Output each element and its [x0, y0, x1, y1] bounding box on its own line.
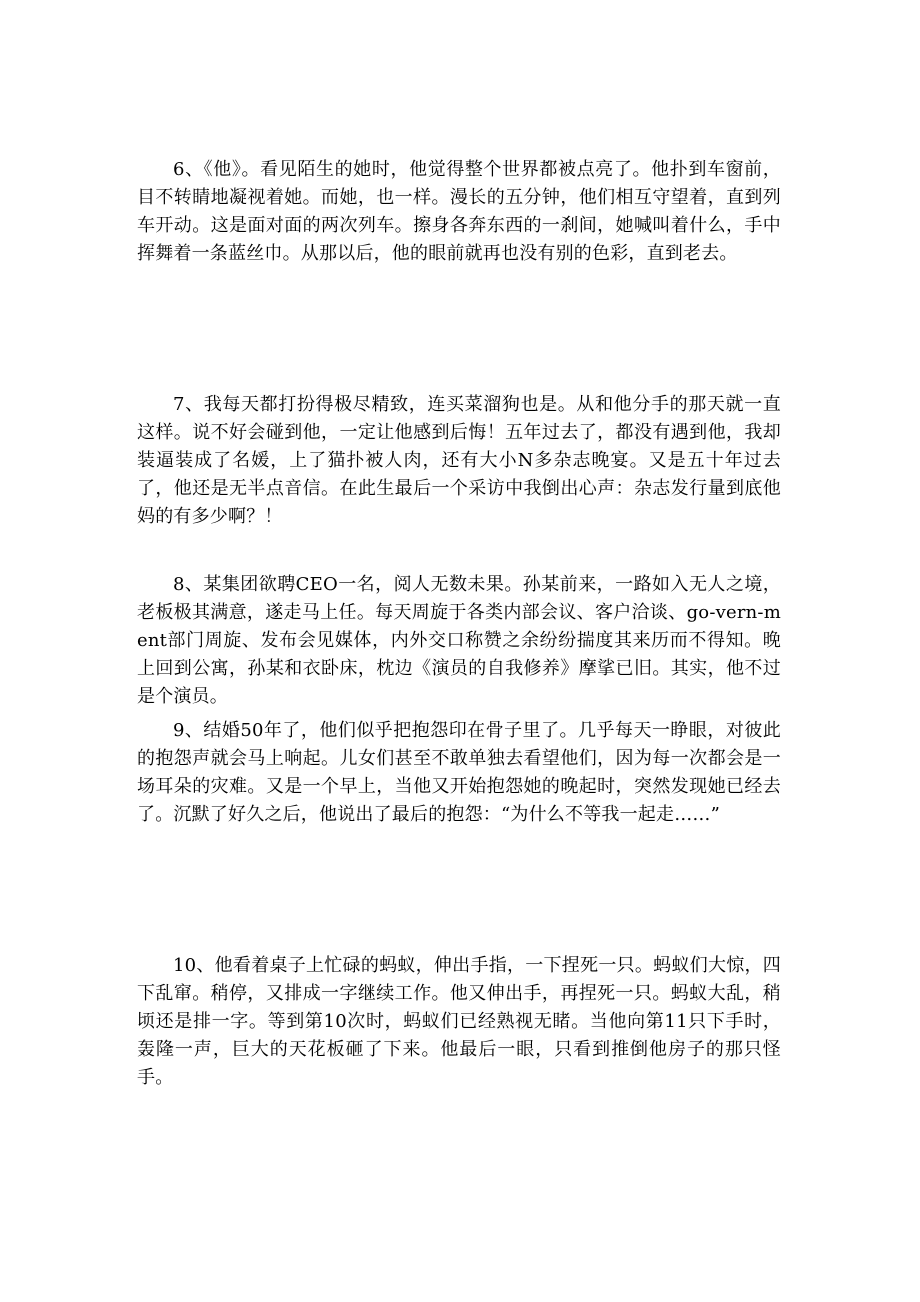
story-paragraph-10: 10、他看着桌子上忙碌的蚂蚁，伸出手指，一下捏死一只。蚂蚁们大惊，四下乱窜。稍停，又排成一字继续工作。他又伸出手，再捏死一只。蚂蚁大乱，稍顷还是排一字。等到第10次时，蚂蚁们已经熟视无睹。当他向第11只下手时，轰隆一声，巨大的天花板砸了下来。他最后一眼，只看到推倒他房子的那只怪手。 — [137, 955, 781, 1088]
story-paragraph-6: 6、《他》。看见陌生的她时，他觉得整个世界都被点亮了。他扑到车窗前，目不转睛地凝视着她。而她，也一样。漫长的五分钟，他们相互守望着，直到列车开动。这是面对面的两次列车。擦身各奔东西的一刹间，她喊叫着什么，手中挥舞着一条蓝丝巾。从那以后，他的眼前就再也没有别的色彩，直到老去。 — [137, 159, 781, 264]
story-paragraph-9: 9、结婚50年了，他们似乎把抱怨印在骨子里了。几乎每天一睁眼，对彼此的抱怨声就会马上响起。儿女们甚至不敢单独去看望他们，因为每一次都会是一场耳朵的灾难。又是一个早上，当他又开始抱怨她的晚起时，突然发现她已经去了。沉默了好久之后，他说出了最后的抱怨：“为什么不等我一起走……” — [137, 720, 781, 825]
story-paragraph-7: 7、我每天都打扮得极尽精致，连买菜溜狗也是。从和他分手的那天就一直这样。说不好会碰到他，一定让他感到后悔！五年过去了，都没有遇到他，我却装逼装成了名媛，上了猫扑被人肉，还有大小N多杂志晚宴。又是五十年过去了，他还是无半点音信。在此生最后一个采访中我倒出心声：杂志发行量到底他妈的有多少啊？！ — [137, 394, 781, 527]
story-paragraph-8: 8、某集团欲聘CEO一名，阅人无数未果。孙某前来，一路如入无人之境，老板极其满意，遂走马上任。每天周旋于各类内部会议、客户洽谈、go-vern-ment部门周旋、发布会见媒体，内外交口称赞之余纷纷揣度其来历而不得知。晚上回到公寓，孙某和衣卧床，枕边《演员的自我修养》摩挲已旧。其实，他不过是个演员。 — [137, 574, 781, 707]
